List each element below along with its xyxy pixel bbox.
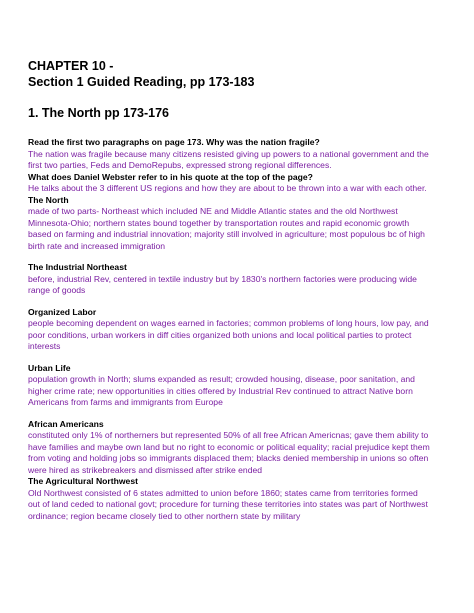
spacer [28, 121, 432, 137]
block-urban-life [28, 363, 432, 409]
answer-text: constituted only 1% of northerners but represented 50% of all free African Americnas; gave them ability to have families and maybe own land but no right to economic or political equality; racial prejudice kept them from voting and holding jobs so immigrants displaced them; blacks denied membership in unions so often were hired as strikebreakers and dismissed after strike ended [28, 430, 430, 475]
answer-text: made of two parts- Northeast which included NE and Middle Atlantic states and the old Northwest Minnesota-Ohio; northern states bound together by transportation routes and rapid economic growth based on farming and industrial innovation; majority still involved in agriculture; most populous bc of high birth rate and increased immigration [28, 206, 425, 251]
block-african-americans [28, 419, 432, 477]
chapter-title: CHAPTER 10 - [28, 59, 114, 73]
topic-heading: Organized Labor [28, 306, 97, 317]
section-subtitle: Section 1 Guided Reading, pp 173-183 [28, 75, 255, 89]
topic-heading: African Americans [28, 418, 104, 429]
block-organized-labor [28, 307, 432, 353]
answer-text: The nation was fragile because many citizens resisted giving up powers to a national government and the first two parties, Feds and DemoRepubs, expressed strong regional differences. [28, 148, 429, 170]
topic-heading: The Industrial Northeast [28, 262, 127, 272]
answer-text: Old Northwest consisted of 6 states admitted to union before 1860; states came from territories formed out of land ceded to national govt; procedure for turning these territories into states was part of Northwest ordinance; region became closely tied to other northern state by military [28, 487, 428, 521]
block-the-north [28, 195, 432, 253]
block-industrial-northeast [28, 262, 432, 297]
document-content [28, 58, 432, 522]
section-heading: 1. The North pp 173-176 [28, 106, 170, 120]
answer-text: population growth in North; slums expanded as result; crowded housing, disease, poor sanitation, and higher crime rate; new opportunities in cities offered by Industrial Rev continued to attract Native born Americans from farms and immigrants from Europe [28, 374, 415, 407]
answer-text: before, industrial Rev, centered in textile industry but by 1830's northern factories were producing wide range of goods [28, 273, 417, 295]
topic-heading: The Agricultural Northwest [28, 476, 138, 486]
block-nation-fragile [28, 137, 432, 172]
answer-text: He talks about the 3 different US regions and how they are about to be thrown into a war with each other. [28, 183, 427, 193]
topic-heading: The North [28, 194, 69, 205]
block-agricultural-northwest [28, 476, 432, 522]
question-heading: What does Daniel Webster refer to in his quote at the top of the page? [28, 171, 313, 182]
question-heading: Read the first two paragraphs on page 173. Why was the nation fragile? [28, 137, 320, 147]
block-daniel-webster [28, 172, 432, 195]
answer-text: people becoming dependent on wages earned in factories; common problems of long hours, low pay, and poor conditions, urban workers in diff cities organized both unions and local political parties to protect interests [28, 318, 429, 351]
topic-heading: Urban Life [28, 362, 71, 373]
